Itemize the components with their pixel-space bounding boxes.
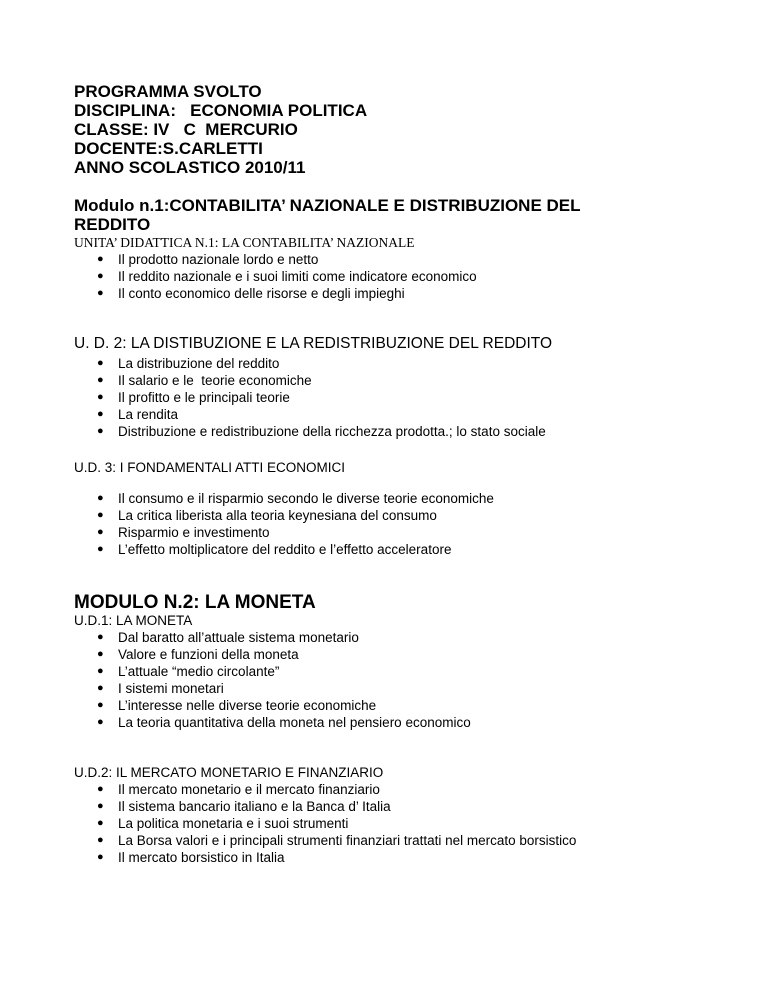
- bullet-icon: ●: [97, 425, 104, 437]
- bullet-icon: ●: [97, 716, 104, 728]
- ud-title: U. D. 2: LA DISTIBUZIONE E LA REDISTRIBUZIONE DEL REDDITO: [74, 335, 553, 352]
- list-item: ● I sistemi monetari: [97, 681, 224, 696]
- list-item: ● Il sistema bancario italiano e la Banca d’ Italia: [97, 799, 391, 814]
- list-item: ● L’effetto moltiplicatore del reddito e l’effetto acceleratore: [97, 542, 452, 557]
- module-1-ud2: [74, 335, 748, 440]
- bullet-icon: ●: [97, 665, 104, 677]
- ud-title: U.D.2: IL MERCATO MONETARIO E FINANZIARIO: [74, 765, 384, 780]
- list-item: ● La politica monetaria e i suoi strumenti: [97, 816, 349, 831]
- bullet-icon: ●: [97, 682, 104, 694]
- bullet-icon: ●: [97, 374, 104, 386]
- bullet-icon: ●: [97, 648, 104, 660]
- ud-title: U.D. 3: I FONDAMENTALI ATTI ECONOMICI: [74, 460, 346, 475]
- list-item: ● Il mercato borsistico in Italia: [97, 850, 285, 865]
- bullet-icon: ●: [97, 699, 104, 711]
- module-2-ud2: [74, 765, 748, 866]
- bullet-icon: ●: [97, 253, 104, 265]
- module-1-ud1: [74, 235, 748, 302]
- list-item: ● Valore e funzioni della moneta: [97, 647, 299, 662]
- list-item: ● Dal baratto all’attuale sistema monetario: [97, 630, 359, 645]
- ud-title: UNITA’ DIDATTICA N.1: LA CONTABILITA’ NAZIONALE: [74, 235, 415, 250]
- bullet-icon: ●: [97, 526, 104, 538]
- list-item: ● La rendita: [97, 407, 179, 422]
- list-item: ● L’interesse nelle diverse teorie economiche: [97, 698, 377, 713]
- list-item: ● Distribuzione e redistribuzione della ricchezza prodotta.; lo stato sociale: [97, 424, 546, 439]
- bullet-icon: ●: [97, 391, 104, 403]
- module-2-ud1: [74, 613, 748, 731]
- list-item: ● La distribuzione del reddito: [97, 356, 280, 371]
- module-2-heading: [74, 592, 748, 613]
- list-item: ● Il prodotto nazionale lordo e netto: [97, 252, 319, 267]
- list-item: ● Il profitto e le principali teorie: [97, 390, 290, 405]
- bullet-icon: ●: [97, 783, 104, 795]
- discipline-line: DISCIPLINA: ECONOMIA POLITICA: [74, 101, 368, 120]
- list-item: ● Il salario e le teorie economiche: [97, 373, 312, 388]
- module-1-title: Modulo n.1:CONTABILITA’ NAZIONALE E DISTRIBUZIONE DEL REDDITO: [74, 196, 581, 234]
- bullet-icon: ●: [97, 408, 104, 420]
- bullet-icon: ●: [97, 287, 104, 299]
- bullet-icon: ●: [97, 357, 104, 369]
- bullet-icon: ●: [97, 492, 104, 504]
- program-title: PROGRAMMA SVOLTO: [74, 82, 262, 101]
- module-1-heading: [74, 196, 618, 234]
- bullet-icon: ●: [97, 800, 104, 812]
- bullet-icon: ●: [97, 817, 104, 829]
- document-header: [74, 82, 748, 177]
- ud-title: U.D.1: LA MONETA: [74, 613, 193, 628]
- list-item: ● Il consumo e il risparmio secondo le diverse teorie economiche: [97, 491, 494, 506]
- list-item: ● Il reddito nazionale e i suoi limiti come indicatore economico: [97, 269, 477, 284]
- list-item: ● Il mercato monetario e il mercato finanziario: [97, 782, 380, 797]
- bullet-icon: ●: [97, 509, 104, 521]
- list-item: ● L’attuale “medio circolante”: [97, 664, 280, 679]
- bullet-icon: ●: [97, 543, 104, 555]
- module-2-title: MODULO N.2: LA MONETA: [74, 592, 316, 613]
- teacher-line: DOCENTE:S.CARLETTI: [74, 139, 263, 158]
- school-year-line: ANNO SCOLASTICO 2010/11: [74, 158, 306, 177]
- list-item: ● La teoria quantitativa della moneta nel pensiero economico: [97, 715, 471, 730]
- module-1-ud3: [74, 460, 748, 558]
- list-item: ● Il conto economico delle risorse e degli impieghi: [97, 286, 405, 301]
- bullet-icon: ●: [97, 631, 104, 643]
- list-item: ● La Borsa valori e i principali strumenti finanziari trattati nel mercato borsistico: [97, 833, 577, 848]
- list-item: ● La critica liberista alla teoria keynesiana del consumo: [97, 508, 437, 523]
- bullet-icon: ●: [97, 834, 104, 846]
- class-line: CLASSE: IV C MERCURIO: [74, 120, 298, 139]
- list-item: ● Risparmio e investimento: [97, 525, 270, 540]
- bullet-icon: ●: [97, 270, 104, 282]
- bullet-icon: ●: [97, 851, 104, 863]
